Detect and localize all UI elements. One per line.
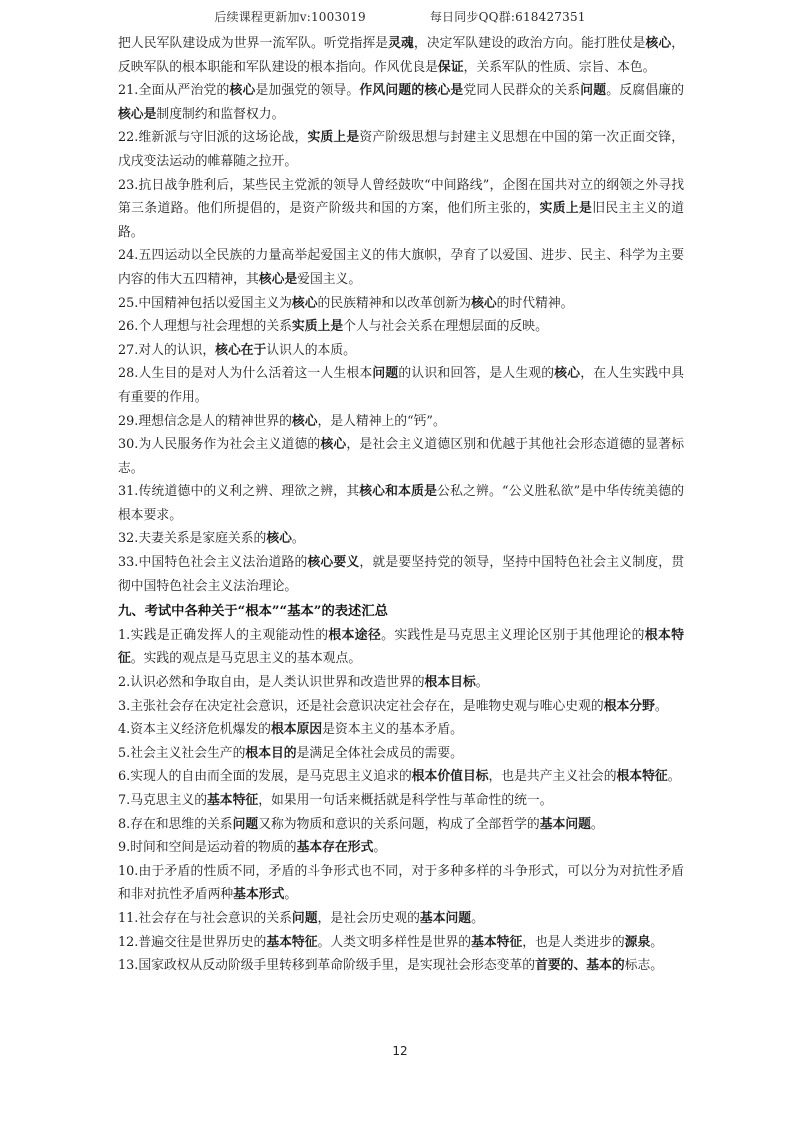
text-run: 。 bbox=[654, 698, 668, 714]
text-run: 2.认识必然和争取自由，是人类认识世界和改造世界的 bbox=[118, 675, 425, 691]
text-run: 33.中国特色社会主义法治道路的 bbox=[118, 555, 308, 571]
text-run: 资产阶级思想与封建主义思想在中国的第一次正面交锋，戊戌变法运动的帷幕随之拉开。 bbox=[118, 130, 684, 169]
text-run: 13.国家政权从反动阶级手里转移到革命阶级手里，是实现社会形态变革的 bbox=[118, 958, 536, 974]
paragraph bbox=[118, 718, 684, 742]
emphasis-text: 问题 bbox=[232, 816, 259, 832]
emphasis-text: 实质上是 bbox=[539, 201, 593, 217]
emphasis-text: 基本特征 bbox=[471, 934, 523, 950]
paragraph bbox=[118, 315, 684, 339]
text-run: 。 bbox=[284, 887, 298, 903]
emphasis-text: 核心是 bbox=[118, 106, 157, 122]
text-run: 。反腐倡廉的 bbox=[606, 83, 685, 99]
paragraph bbox=[118, 907, 684, 931]
text-run: 31.传统道德中的义利之辨、理欲之辨，其 bbox=[118, 484, 360, 500]
text-run: 爱国主义。 bbox=[297, 271, 362, 287]
text-run: ，也是人类进步的 bbox=[522, 934, 625, 950]
text-run: ，在人生实践中具有重要的作用。 bbox=[118, 366, 685, 405]
paragraph bbox=[118, 126, 684, 173]
page-header bbox=[0, 8, 800, 25]
emphasis-text: 首要的、基本的 bbox=[535, 958, 625, 974]
paragraph bbox=[118, 813, 684, 837]
paragraph bbox=[118, 362, 684, 409]
paragraph bbox=[118, 765, 684, 789]
emphasis-text: 基本问题 bbox=[419, 910, 472, 926]
text-run: ，是人精神上的“钙”。 bbox=[317, 413, 446, 429]
emphasis-text: 根本目标 bbox=[424, 675, 476, 691]
text-run: 。 bbox=[650, 934, 664, 950]
paragraph bbox=[118, 527, 684, 551]
paragraph bbox=[118, 860, 684, 907]
paragraph bbox=[118, 79, 684, 126]
paragraph bbox=[118, 931, 684, 955]
emphasis-text: 基本形式 bbox=[233, 887, 285, 903]
emphasis-text: 核心在于 bbox=[215, 342, 267, 358]
emphasis-text: 问题 bbox=[291, 910, 318, 926]
text-run: 。 bbox=[291, 531, 305, 547]
paragraph bbox=[118, 954, 684, 978]
emphasis-text: 保证 bbox=[437, 59, 464, 75]
text-run: 。 bbox=[475, 675, 489, 691]
text-run: 23.抗日战争胜利后，某些民主党派的领导人曾经鼓吹“中间路线”，企图在国共对立的纲领之外寻找第三条道路。他们所提倡的，是资产阶级共和国的方案，他们所主张的， bbox=[118, 177, 684, 217]
text-run: ，是社会主义道德区别和优越于其他社会形态道德的显著标志。 bbox=[118, 437, 685, 476]
text-run: 个人与社会关系在理想层面的反映。 bbox=[343, 319, 548, 335]
text-run: 的认识和回答，是人生观的 bbox=[398, 366, 555, 382]
text-run: 是资本主义的基本矛盾。 bbox=[322, 722, 463, 738]
text-run: 12.普遍交往是世界历史的 bbox=[118, 934, 267, 950]
text-run: 旧民主主义的道路。 bbox=[118, 201, 685, 240]
page-content bbox=[118, 32, 684, 978]
text-run: 24.五四运动以全民族的力量高举起爱国主义的伟大旗帜，孕育了以爱国、进步、民主、科学为主要内容的伟大五四精神，其 bbox=[118, 248, 684, 287]
text-run: ，如果用一句话来概括就是科学性与革命性的统一。 bbox=[258, 793, 553, 808]
paragraph bbox=[118, 742, 684, 766]
emphasis-text: 实质上是 bbox=[307, 130, 360, 146]
text-run: 3.主张社会存在决定社会意识，还是社会意识决定社会存在，是唯物史观与唯心史观的 bbox=[118, 698, 604, 714]
text-run: 。 bbox=[667, 769, 681, 785]
text-run: 22.维新派与守旧派的这场论战， bbox=[118, 130, 308, 146]
section-heading: 九、考试中各种关于“根本”“基本”的表述汇总 bbox=[118, 604, 388, 620]
text-run: 把人民军队建设成为世界一流军队。听党指挥是 bbox=[118, 36, 389, 51]
emphasis-text: 核心 bbox=[471, 295, 497, 311]
emphasis-text: 核心 bbox=[554, 366, 581, 382]
text-run: 公私之辨。“公义胜私欲”是中华传统美德的根本要求。 bbox=[118, 484, 685, 523]
paragraph bbox=[118, 624, 684, 671]
paragraph bbox=[118, 292, 684, 316]
emphasis-text: 根本价值目标 bbox=[411, 769, 489, 785]
emphasis-text: 实质上是 bbox=[291, 319, 344, 335]
text-run: 4.资本主义经济危机爆发的 bbox=[118, 722, 271, 738]
emphasis-text: 源泉 bbox=[624, 934, 651, 950]
text-run: 21.全面从严治党的 bbox=[118, 83, 230, 99]
emphasis-text: 根本分野 bbox=[603, 698, 655, 714]
emphasis-text: 根本目的 bbox=[245, 745, 297, 761]
text-run: 的民族精神和以改革创新为 bbox=[317, 295, 472, 311]
emphasis-text: 问题 bbox=[580, 83, 607, 99]
text-run: 29.理想信念是人的精神世界的 bbox=[118, 413, 292, 429]
emphasis-text: 作风问题的核心是 bbox=[359, 83, 464, 99]
emphasis-text: 根本特征 bbox=[118, 627, 685, 667]
text-run: ，也是共产主义社会的 bbox=[488, 769, 617, 785]
emphasis-text: 核心 bbox=[645, 36, 672, 51]
text-run: 标志。 bbox=[624, 958, 664, 974]
paragraph bbox=[118, 244, 684, 291]
text-run: 10.由于矛盾的性质不同，矛盾的斗争形式也不同，对于多种多样的斗争形式，可以分为对抗性矛盾和非对抗性矛盾两种 bbox=[118, 863, 684, 903]
text-run: 25.中国精神包括以爱国主义为 bbox=[118, 295, 292, 311]
header-course-update: 后续课程更新加v:1003019 bbox=[214, 10, 366, 24]
text-run: 30.为人民服务作为社会主义道德的 bbox=[118, 437, 321, 453]
text-run: ，决定军队建设的政治方向。能打胜仗是 bbox=[413, 36, 646, 51]
emphasis-text: 核心 bbox=[291, 413, 318, 429]
text-run: 8.存在和思维的关系 bbox=[118, 816, 233, 832]
text-run: 的时代精神。 bbox=[496, 295, 574, 311]
text-run: ，是社会历史观的 bbox=[317, 910, 420, 926]
header-qq-group: 每日同步QQ群:618427351 bbox=[429, 10, 586, 24]
emphasis-text: 问题 bbox=[372, 366, 399, 382]
paragraph bbox=[118, 32, 684, 79]
core-statements-list bbox=[118, 32, 684, 598]
text-run: 28.人生目的是对人为什么活着这一人生根本 bbox=[118, 366, 373, 382]
emphasis-text: 根本特征 bbox=[616, 769, 668, 785]
emphasis-text: 核心 bbox=[291, 295, 318, 311]
text-run: 。实践性是马克思主义理论区别于其他理论的 bbox=[381, 627, 645, 643]
text-run: ，就是要坚持党的领导，坚持中国特色社会主义制度，贯彻中国特色社会主义法治理论。 bbox=[118, 555, 684, 594]
paragraph bbox=[118, 789, 684, 813]
text-run: 。 bbox=[590, 816, 604, 832]
paragraph bbox=[118, 339, 684, 363]
text-run: 是满足全体社会成员的需要。 bbox=[296, 745, 463, 761]
text-run: 6.实现人的自由而全面的发展，是马克思主义追求的 bbox=[118, 769, 412, 785]
emphasis-text: 核心要义 bbox=[307, 555, 360, 571]
emphasis-text: 根本途径 bbox=[328, 627, 382, 643]
text-run: 9.时间和空间是运动着的物质的 bbox=[118, 840, 297, 856]
emphasis-text: 核心 bbox=[229, 83, 256, 99]
emphasis-text: 核心和本质是 bbox=[359, 484, 438, 500]
emphasis-text: 根本原因 bbox=[270, 722, 323, 738]
text-run: 党同人民群众的关系 bbox=[463, 83, 581, 99]
text-run: ，反映军队的根本职能和军队建设的根本指向。作风优良是 bbox=[118, 36, 685, 75]
text-run: 制度制约和监督权力。 bbox=[156, 106, 285, 122]
emphasis-text: 灵魂 bbox=[388, 36, 414, 51]
fundamental-statements-list bbox=[118, 624, 684, 978]
text-run: 5.社会主义社会生产的 bbox=[118, 745, 246, 761]
emphasis-text: 核心 bbox=[266, 531, 292, 547]
text-run: 认识人的本质。 bbox=[266, 342, 356, 358]
text-run: 26.个人理想与社会理想的关系 bbox=[118, 319, 292, 335]
text-run: 1.实践是正确发挥人的主观能动性的 bbox=[118, 627, 329, 643]
text-run: 。 bbox=[373, 840, 387, 856]
paragraph bbox=[118, 551, 684, 598]
text-run: 是加强党的领导。 bbox=[255, 83, 360, 99]
text-run: 。实践的观点是马克思主义的基本观点。 bbox=[130, 651, 362, 667]
emphasis-text: 基本特征 bbox=[266, 934, 318, 950]
emphasis-text: 核心 bbox=[320, 437, 347, 453]
text-run: 32.夫妻关系是家庭关系的 bbox=[118, 531, 267, 547]
text-run: 11.社会存在与社会意识的关系 bbox=[118, 910, 292, 926]
paragraph bbox=[118, 174, 684, 245]
paragraph bbox=[118, 433, 684, 480]
emphasis-text: 核心是 bbox=[258, 271, 298, 287]
paragraph bbox=[118, 410, 684, 434]
paragraph bbox=[118, 695, 684, 719]
text-run: 27.对人的认识， bbox=[118, 342, 216, 358]
text-run: 7.马克思主义的 bbox=[118, 793, 207, 808]
page-number: 12 bbox=[392, 1044, 408, 1058]
emphasis-text: 基本存在形式 bbox=[296, 840, 374, 856]
text-run: 。人类文明多样性是世界的 bbox=[317, 934, 472, 950]
emphasis-text: 基本问题 bbox=[539, 816, 591, 832]
paragraph bbox=[118, 671, 684, 695]
emphasis-text: 基本特征 bbox=[207, 793, 259, 808]
paragraph bbox=[118, 836, 684, 860]
paragraph bbox=[118, 480, 684, 527]
text-run: ，关系军队的性质、宗旨、本色。 bbox=[463, 59, 656, 75]
text-run: 又称为物质和意识的关系问题，构成了全部哲学的 bbox=[258, 816, 540, 832]
text-run: 。 bbox=[471, 910, 484, 926]
